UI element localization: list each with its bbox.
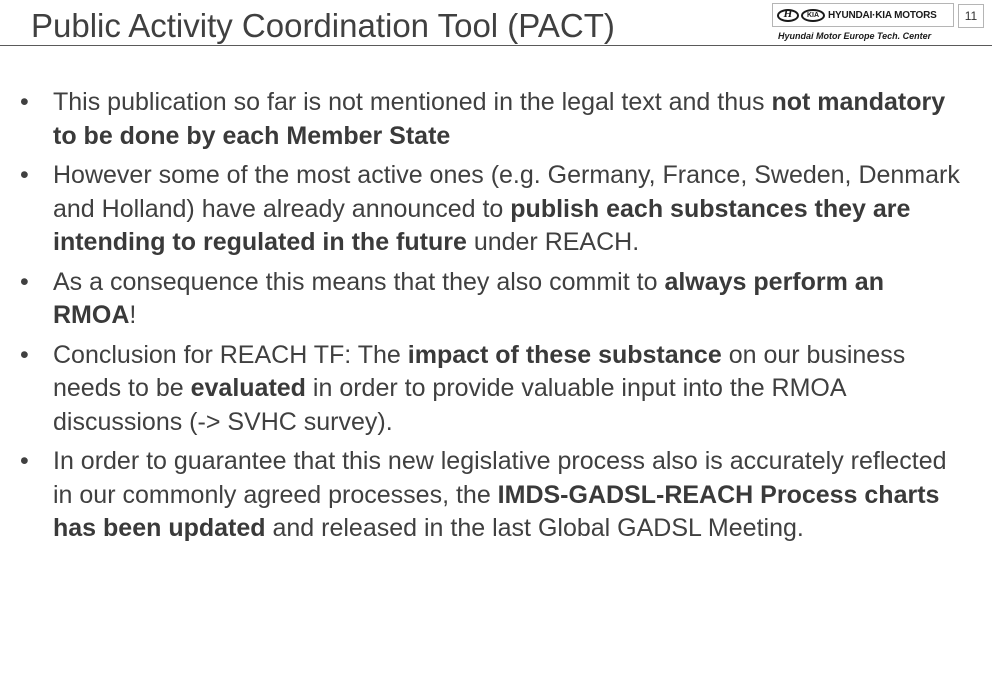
page-number: 11 [958,4,984,28]
bullet-emphasis: evaluated [190,374,306,402]
title-divider [0,45,992,46]
bullet-text: However some of the most active ones (e.g. Germany, France, Sweden, Denmark and Holland) have already announced to [53,161,960,223]
bullet-text: As a consequence this means that they also commit to [53,267,665,296]
bullet-item [53,86,968,153]
bullet-item [53,159,968,260]
bullet-text: This publication so far is not mentioned in the legal text and thus [53,88,772,116]
bullet-item [53,445,968,546]
bullet-text: in order to provide valuable input into the RMOA discussions (-> SVHC survey). [53,374,846,436]
bullet-emphasis: IMDS-GADSL-REACH Process charts has been updated [53,480,940,542]
logo-subtitle: Hyundai Motor Europe Tech. Center [778,31,932,41]
bullet-item [53,339,968,440]
bullet-text: on our business needs to be [53,340,906,402]
bullet-item [53,266,968,333]
bullet-text: and released in the last Global GADSL Meeting. [265,514,804,542]
slide-title: Public Activity Coordination Tool (PACT) [31,7,615,44]
bullet-emphasis: impact of these substance [407,340,722,369]
bullet-text: ! [129,301,137,329]
hyundai-logo-icon: H [777,9,799,22]
kia-logo-icon: KIA [801,9,825,22]
bullet-text: In order to guarantee that this new legislative process also is accurately reflected in our commonly agreed processes, the [53,447,947,509]
bullet-emphasis: publish each substances they are intending to regulated in the future [53,194,911,256]
company-logo [772,3,954,27]
logo-text: HYUNDAI·KIA MOTORS [828,9,937,21]
bullet-text: Conclusion for REACH TF: The [53,340,408,369]
bullet-text: under REACH. [466,228,640,256]
bullet-emphasis: not mandatory to be done by each Member State [53,88,946,150]
bullet-list [53,86,968,552]
bullet-emphasis: always perform an RMOA [53,267,884,329]
